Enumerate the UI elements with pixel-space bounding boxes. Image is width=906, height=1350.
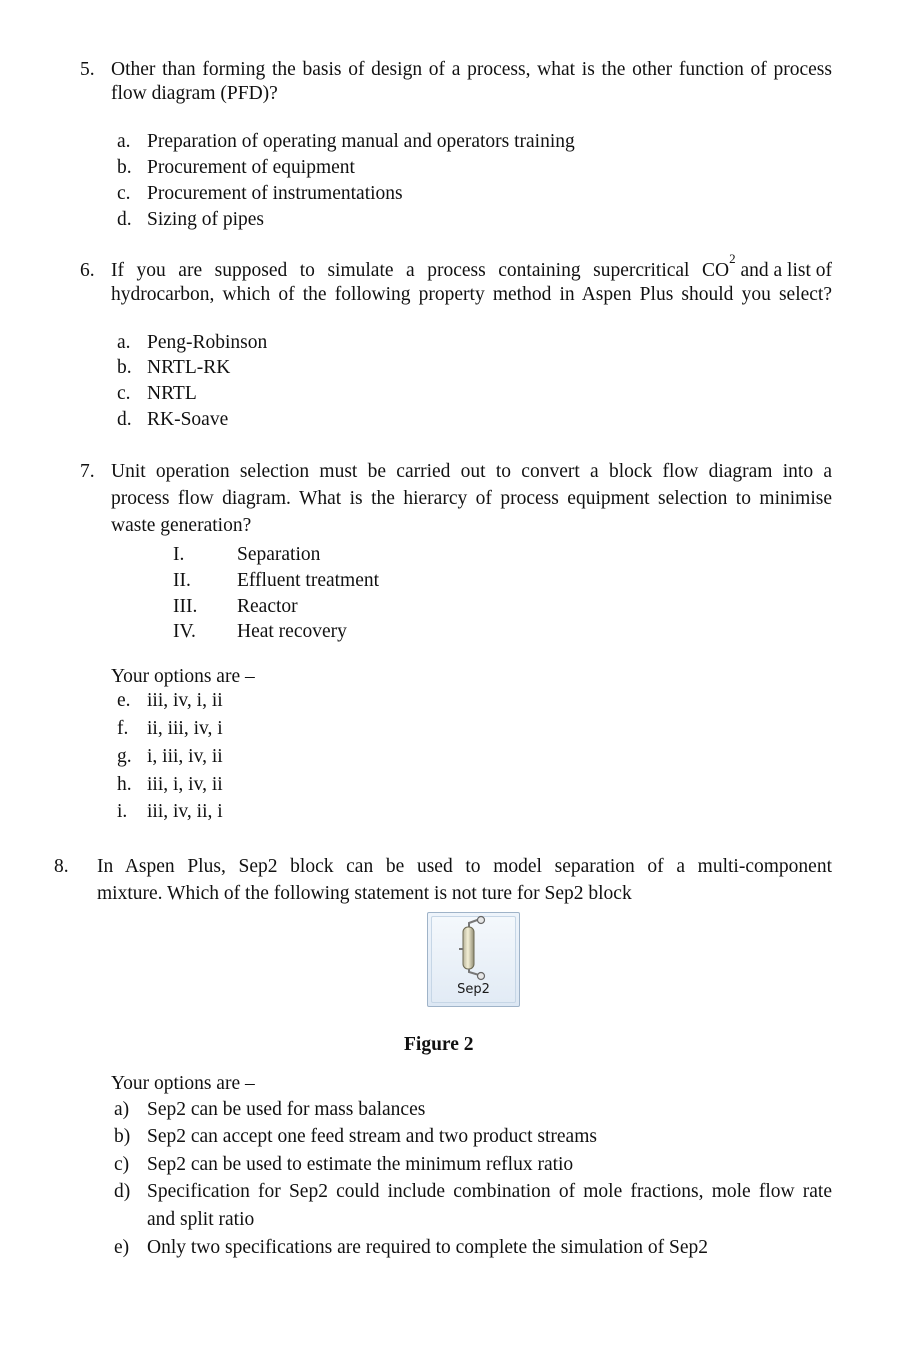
sep2-block-button: [427, 912, 520, 1007]
item-text: Heat recovery: [237, 621, 347, 642]
option-letter: a): [114, 1099, 130, 1120]
question-text: process flow diagram. What is the hierarcy of process equipment selection to minimise: [111, 488, 832, 509]
option-letter: e): [114, 1237, 130, 1258]
option-letter: c.: [117, 383, 131, 404]
option-letter: b.: [117, 157, 132, 178]
option-letter: i.: [117, 801, 128, 822]
option-letter: d.: [117, 409, 132, 430]
option-text: Specification for Sep2 could include combination of mole fractions, mole flow rate: [147, 1181, 832, 1202]
option-text: NRTL-RK: [147, 357, 231, 378]
option-letter: e.: [117, 690, 131, 711]
subscript: 2: [729, 251, 736, 266]
option-text: iii, i, iv, ii: [147, 774, 223, 795]
option-text: Preparation of operating manual and operators training: [147, 131, 575, 152]
option-letter: b.: [117, 357, 132, 378]
option-text: iii, iv, ii, i: [147, 801, 223, 822]
option-text: Sep2 can be used for mass balances: [147, 1099, 426, 1120]
item-numeral: I.: [173, 544, 185, 565]
options-intro: Your options are –: [111, 1073, 255, 1094]
option-text: ii, iii, iv, i: [147, 718, 223, 739]
option-letter: c): [114, 1154, 130, 1175]
item-numeral: IV.: [173, 621, 196, 642]
question-text: In Aspen Plus, Sep2 block can be used to model separation of a multi-component: [97, 856, 832, 877]
question-text-part: If you are supposed to simulate a process containing supercritical CO: [111, 260, 730, 281]
option-letter: d): [114, 1181, 131, 1202]
question-number: 7.: [80, 461, 95, 482]
item-text: Effluent treatment: [237, 570, 380, 591]
question-text: waste generation?: [111, 515, 252, 536]
option-letter: b): [114, 1126, 131, 1147]
option-text: RK-Soave: [147, 409, 229, 430]
question-text-part: and a list of: [735, 260, 832, 281]
option-text: Peng-Robinson: [147, 332, 268, 353]
question-text: [111, 251, 832, 283]
option-letter: f.: [117, 718, 129, 739]
option-text: iii, iv, i, ii: [147, 690, 223, 711]
option-letter: c.: [117, 183, 131, 204]
option-text: NRTL: [147, 383, 197, 404]
option-letter: h.: [117, 774, 132, 795]
option-text: i, iii, iv, ii: [147, 746, 223, 767]
question-text: mixture. Which of the following statement is not ture for Sep2 block: [97, 883, 632, 904]
question-number: 6.: [80, 260, 95, 281]
option-text: Sep2 can accept one feed stream and two product streams: [147, 1126, 597, 1147]
option-letter: d.: [117, 209, 132, 230]
option-letter: g.: [117, 746, 132, 767]
option-letter: a.: [117, 131, 131, 152]
option-text: Procurement of instrumentations: [147, 183, 403, 204]
option-text: Only two specifications are required to complete the simulation of Sep2: [147, 1237, 709, 1258]
question-text: hydrocarbon, which of the following property method in Aspen Plus should you select?: [111, 284, 832, 305]
question-number: 8.: [54, 856, 69, 877]
item-numeral: II.: [173, 570, 191, 591]
figure-caption: Figure 2: [404, 1034, 474, 1055]
item-text: Separation: [237, 544, 321, 565]
question-text: Other than forming the basis of design of a process, what is the other function of process: [111, 59, 832, 80]
sep2-block-label: Sep2: [457, 982, 490, 997]
options-intro: Your options are –: [111, 666, 255, 687]
option-text: Sizing of pipes: [147, 209, 264, 230]
option-text: Procurement of equipment: [147, 157, 355, 178]
option-text: Sep2 can be used to estimate the minimum reflux ratio: [147, 1154, 574, 1175]
option-letter: a.: [117, 332, 131, 353]
question-number: 5.: [80, 59, 95, 80]
question-text: flow diagram (PFD)?: [111, 83, 278, 104]
item-text: Reactor: [237, 596, 298, 617]
question-text: Unit operation selection must be carried out to convert a block flow diagram into a: [111, 461, 832, 482]
item-numeral: III.: [173, 596, 198, 617]
option-text: and split ratio: [147, 1209, 255, 1230]
